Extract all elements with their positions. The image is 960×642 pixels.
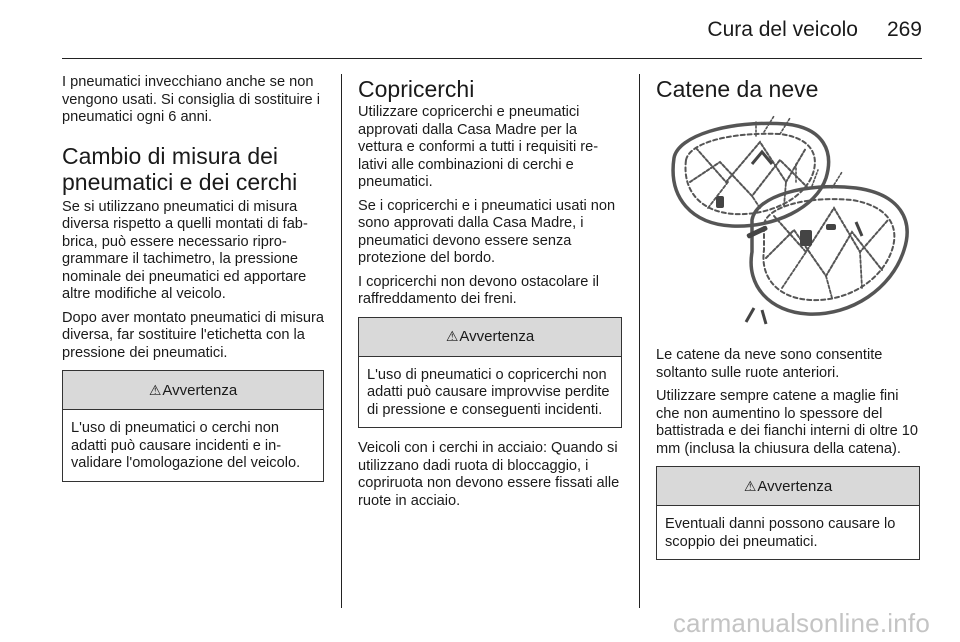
column-3 (656, 74, 920, 572)
warning-header (657, 467, 919, 506)
warning-body (63, 410, 323, 481)
warning-title: Avvertenza (757, 477, 833, 495)
warning-box-tires (62, 370, 324, 482)
snow-chains-paragraph-2: Utilizzare sempre catene a maglie fini che non aumentino lo spessore del battistrada e dei fianchi interni di oltre 10 mm (inclusa la chiusura della catena). (656, 388, 919, 457)
wheel-covers-paragraph-1: Utilizzare copricerchi e pneumatici approvati dalla Casa Madre per la vettura e conformi a tutti i requisiti relativi alle combinazioni di cerchi e pneumatici. (358, 104, 599, 190)
snow-chains-paragraph-1: Le catene da neve sono consentite soltanto sulle ruote anteriori. (656, 347, 883, 381)
column-2 (358, 74, 622, 516)
watermark: carmanualsonline.info (672, 608, 930, 638)
warning-triangle-icon: ⚠ (148, 381, 162, 398)
warning-title: Avvertenza (459, 328, 535, 345)
warning-body (359, 357, 621, 428)
warning-text: Eventuali danni possono causare lo scoppio dei pneumatici. (665, 516, 896, 550)
wheel-covers-paragraph-4: Veicoli con i cerchi in acciaio: Quando si utilizzano dadi ruota di bloccaggio, i copriruota non devono essere fissati alle ruote in acciaio. (358, 440, 620, 509)
warning-text: L'uso di pneumatici o copricerchi non adatti può causare improvvise perdite di pressione e conseguenti incidenti. (367, 366, 610, 418)
wheel-covers-paragraph-3: I copricerchi non devono ostacolare il raffreddamento dei freni. (358, 273, 599, 307)
header-rule (62, 58, 922, 59)
column-1 (62, 74, 324, 494)
snow-chain-illustration (656, 112, 918, 328)
warning-triangle-icon: ⚠ (445, 328, 459, 344)
tire-size-paragraph-2: Dopo aver montato pneumatici di misura diversa, far sostituire l'etichetta con la pressione dei pneumatici. (62, 309, 325, 361)
warning-box-wheel-covers (358, 317, 622, 429)
page-number: 269 (886, 18, 922, 41)
running-header-title: Cura del veicolo (707, 18, 858, 41)
warning-body (657, 506, 919, 559)
section-heading-wheel-covers: Copricerchi (358, 76, 475, 102)
section-heading-tire-size: Cambio di misura dei pneumatici e dei cerchi (62, 142, 298, 195)
warning-header (359, 318, 621, 357)
warning-header (63, 371, 323, 410)
warning-text: L'uso di pneumatici o cerchi non adatti può causare incidenti e invalidare l'omologazione del veicolo. (71, 420, 301, 471)
warning-box-snow-chains (656, 466, 920, 560)
section-heading-snow-chains: Catene da neve (656, 76, 819, 102)
warning-triangle-icon: ⚠ (743, 477, 757, 494)
tire-size-paragraph-1: Se si utilizzano pneumatici di misura diversa rispetto a quelli montati di fabbrica, può essere necessario riprogrammare il tachimetro, la pressione nominale dei pneumatici ed apportare altre modifiche al veicolo. (62, 198, 308, 302)
column-divider-1 (341, 74, 342, 608)
column-divider-2 (639, 74, 640, 608)
warning-title: Avvertenza (162, 381, 238, 399)
wheel-covers-paragraph-2: Se i copricerchi e i pneumatici usati non sono approvati dalla Casa Madre, i pneumatici devono essere senza protezione del bordo. (358, 197, 616, 266)
intro-paragraph: I pneumatici invecchiano anche se non vengono usati. Si consiglia di sostituire i pneumatici ogni 6 anni. (62, 74, 320, 125)
